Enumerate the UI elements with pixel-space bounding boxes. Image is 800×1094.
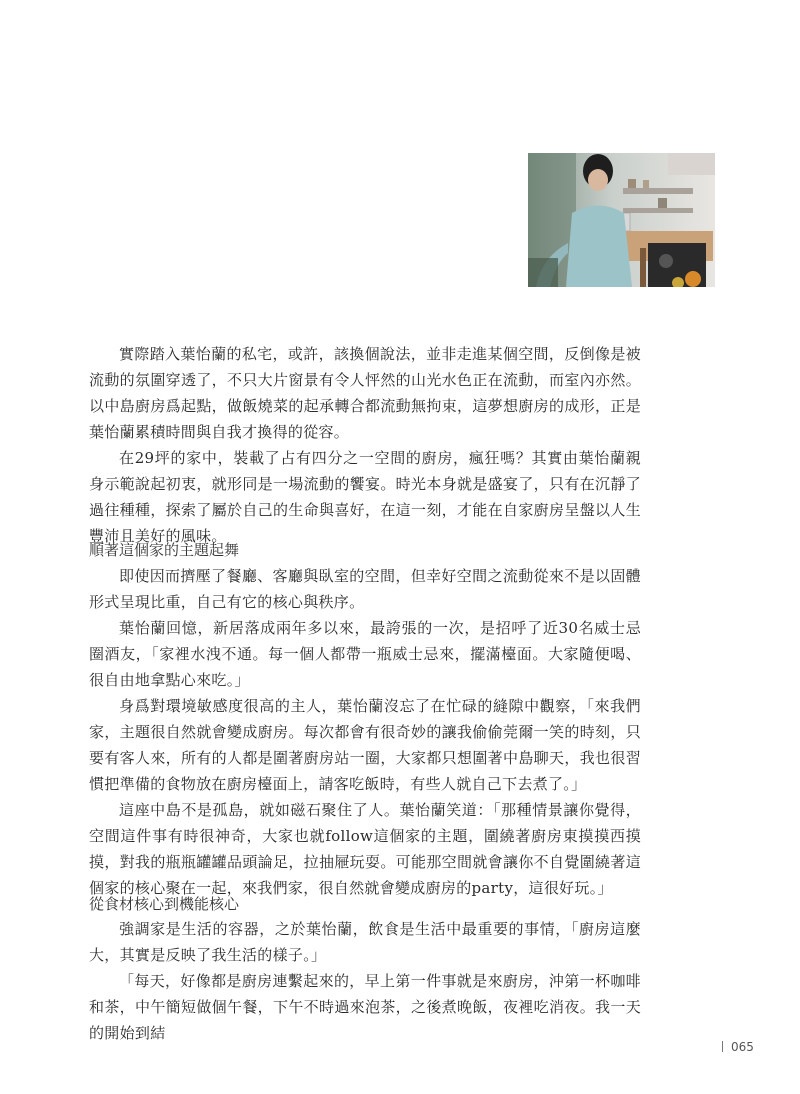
- paragraph: 「每天，好像都是廚房連繫起來的，早上第一件事就是來廚房，沖第一杯咖啡和茶，中午簡短做個午餐，下午不時過來泡茶，之後煮晚飯，夜裡吃消夜。我一天的開始到結: [89, 972, 641, 1042]
- page-number-value: 065: [731, 1040, 754, 1054]
- paragraph: 強調家是生活的容器，之於葉怡蘭，飲食是生活中最重要的事情，「廚房這麼大，其實是反映了我生活的樣子。」: [89, 920, 641, 964]
- section-heading: 順著這個家的主題起舞: [89, 541, 240, 559]
- paragraph: 即使因而擠壓了餐廳、客廳與臥室的空間，但幸好空間之流動從來不是以固體形式呈現比重，自己有它的核心與秩序。: [89, 567, 641, 611]
- intro-paragraphs: [89, 341, 641, 549]
- paragraph: 實際踏入葉怡蘭的私宅，或許，該換個說法，並非走進某個空間，反倒像是被流動的氛圍穿透了，不只大片窗景有令人怦然的山光水色正在流動，而室內亦然。以中島廚房爲起點，做飯燒菜的起承轉合都流動無拘束，這夢想廚房的成形，正是葉怡蘭累積時間與自我才換得的從容。: [89, 345, 641, 441]
- section-paragraphs: [89, 563, 641, 901]
- kitchen-photo: [528, 153, 715, 287]
- paragraph: 在29坪的家中，裝載了占有四分之一空間的廚房，瘋狂嗎？其實由葉怡蘭親身示範說起初衷，就形同是一場流動的饗宴。時光本身就是盛宴了，只有在沉靜了過往種種，探索了屬於自己的生命與喜好，在這一刻，才能在自家廚房呈盤以人生豐沛且美好的風味。: [89, 449, 641, 545]
- paragraph: 身爲對環境敏感度很高的主人，葉怡蘭沒忘了在忙碌的縫隙中觀察，「來我們家，主題很自然就會變成廚房。每次都會有很奇妙的讓我偷偷莞爾一笑的時刻，只要有客人來，所有的人都是圍著廚房站一圈，大家都只想圍著中島聊天，我也很習慣把準備的食物放在廚房檯面上，請客吃飯時，有些人就自己下去煮了。」: [89, 697, 641, 793]
- page-number: [722, 1040, 754, 1054]
- section-heading: 從食材核心到機能核心: [89, 895, 240, 913]
- paragraph: 這座中島不是孤島，就如磁石聚住了人。葉怡蘭笑道：「那種情景讓你覺得，空間這件事有時很神奇，大家也就follow這個家的主題，圍繞著廚房東摸摸西摸摸，對我的瓶瓶罐罐品頭論足，拉抽屜玩耍。可能那空間就會讓你不自覺圍繞著這個家的核心聚在一起，來我們家，很自然就會變成廚房的party，這很好玩。」: [89, 801, 641, 897]
- section-paragraphs: [89, 916, 641, 1046]
- paragraph: 葉怡蘭回憶，新居落成兩年多以來，最誇張的一次，是招呼了近30名威士忌圈酒友，「家裡水洩不通。每一個人都帶一瓶威士忌來，擺滿檯面。大家隨便喝、很自由地拿點心來吃。」: [89, 619, 641, 689]
